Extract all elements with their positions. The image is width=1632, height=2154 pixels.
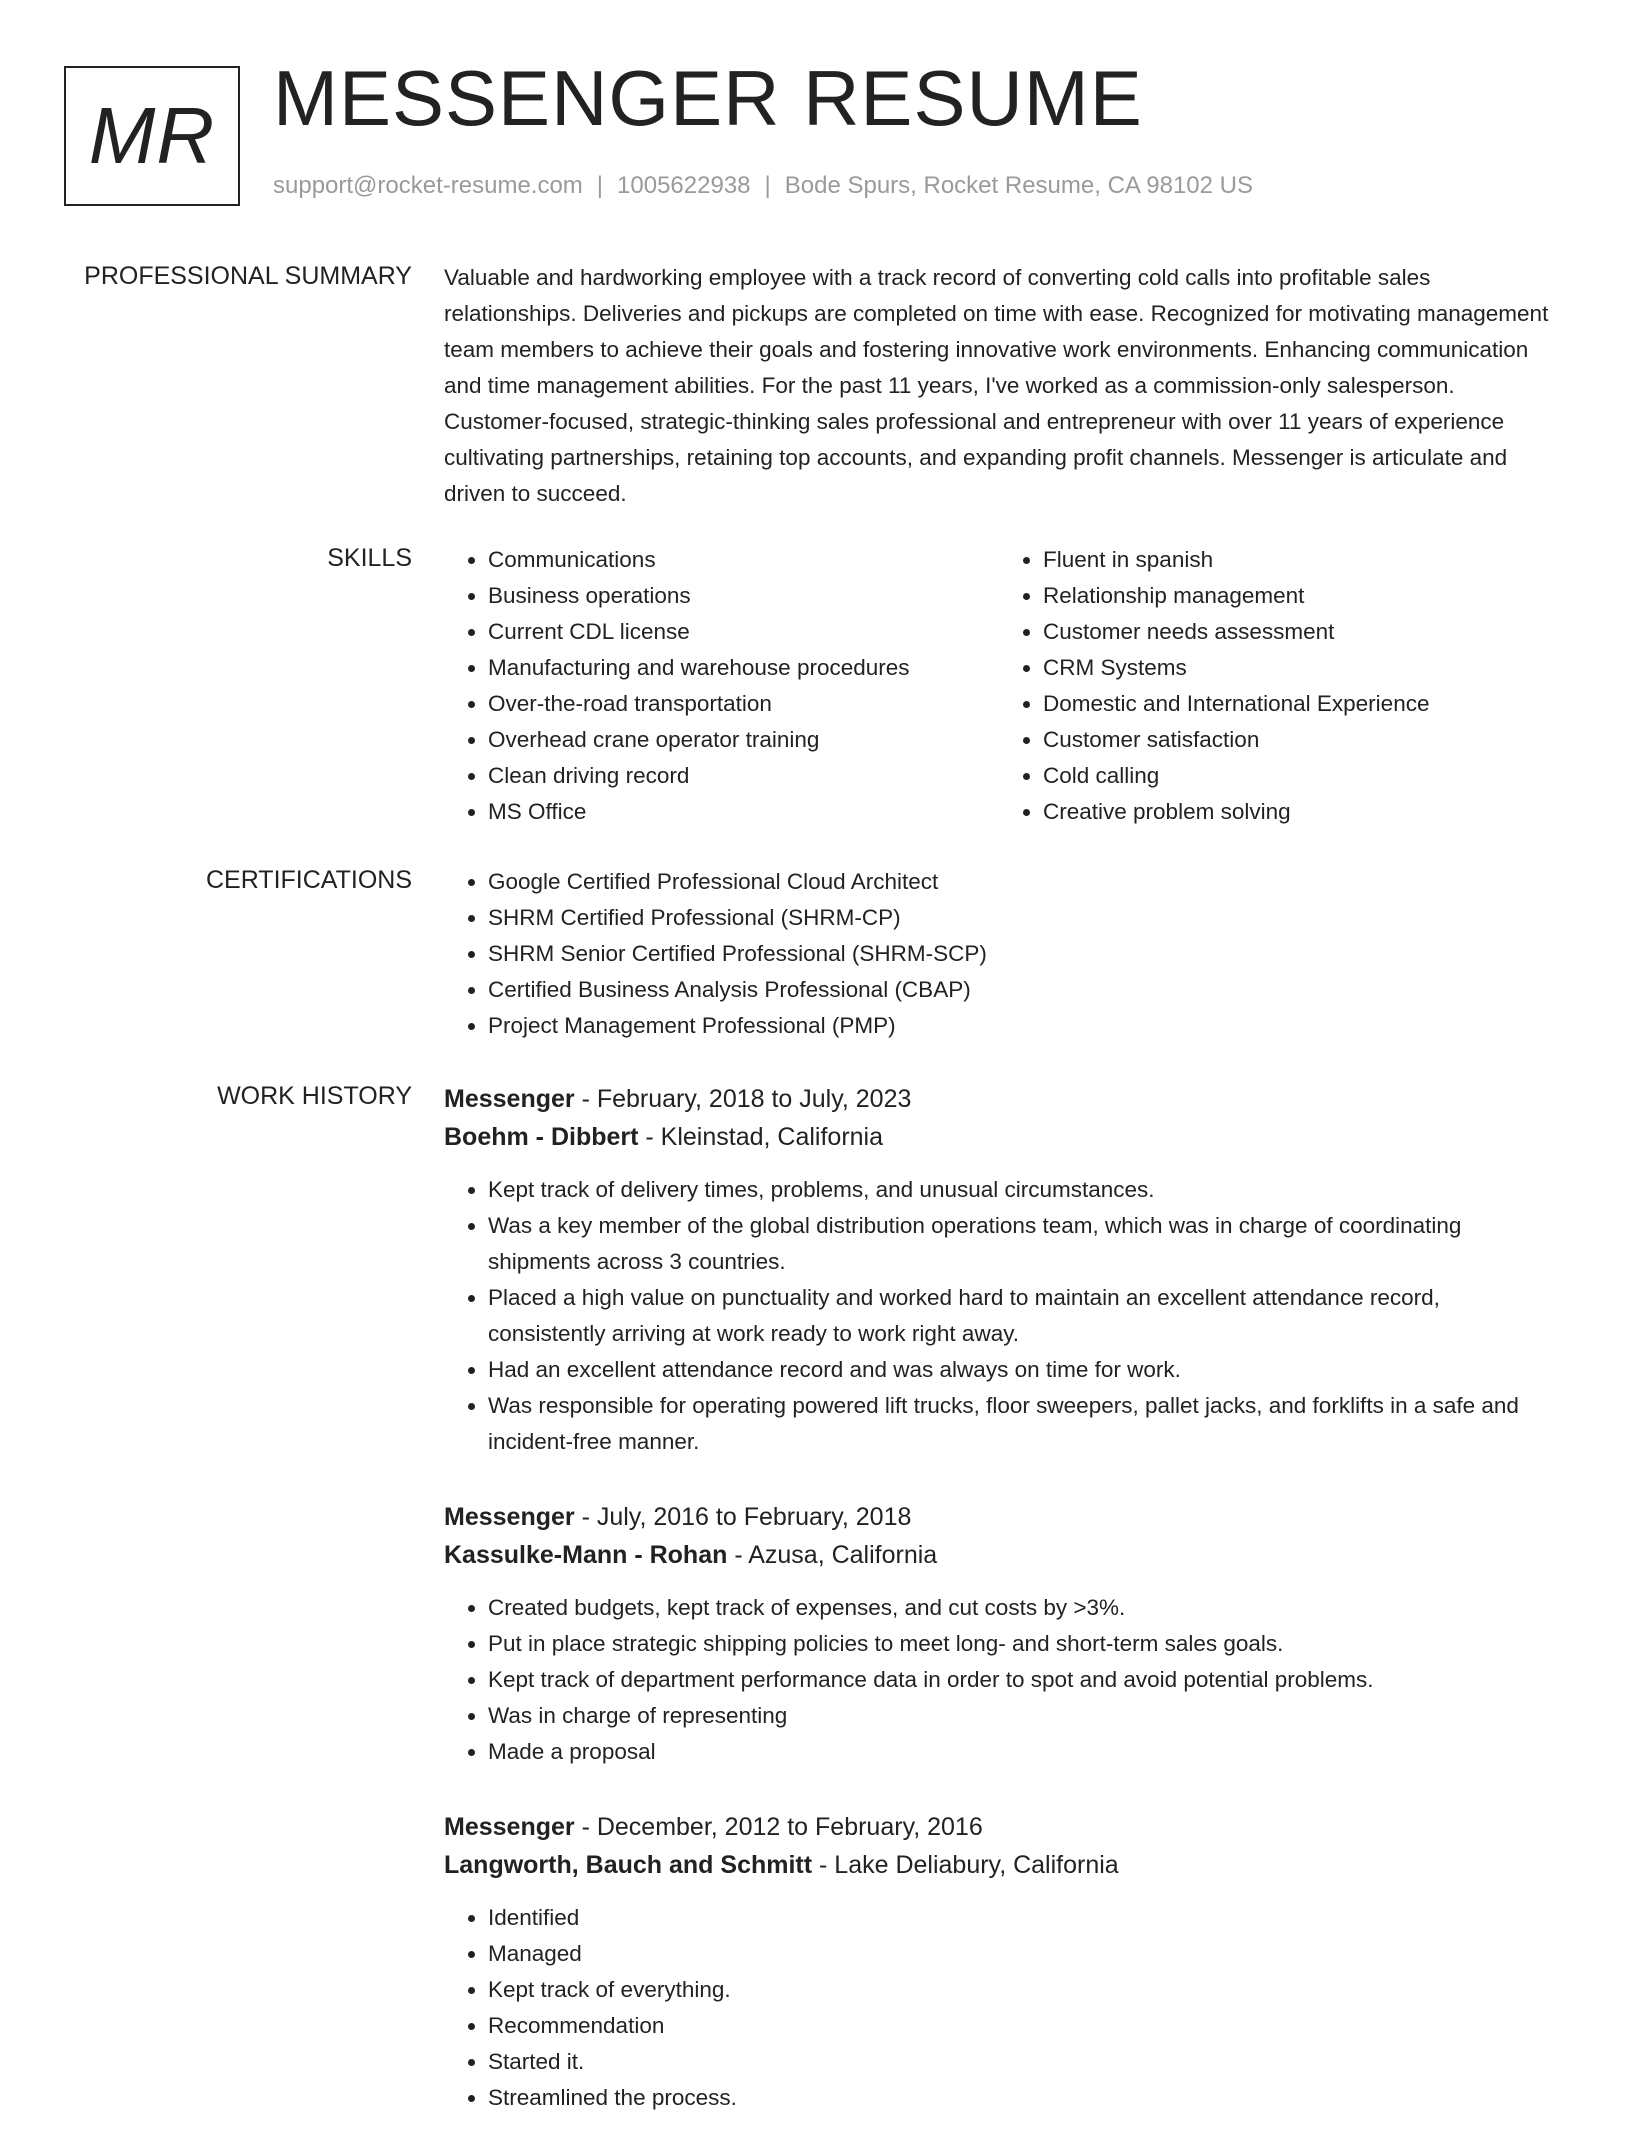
skills-list-left (444, 542, 999, 830)
job-location: - Azusa, California (727, 1541, 938, 1569)
skill-item: • Customer satisfaction (1043, 722, 1554, 758)
summary-heading: PROFESSIONAL SUMMARY (84, 262, 412, 290)
job-bullet: • Kept track of department performance data in order to spot and avoid potential problems. (488, 1662, 1554, 1698)
skill-item: • Communications (488, 542, 999, 578)
job-title: Messenger (444, 1503, 575, 1531)
skill-item: • Overhead crane operator training (488, 722, 999, 758)
job-title: Messenger (444, 1085, 575, 1113)
skill-item: • Domestic and International Experience (1043, 686, 1554, 722)
job-dates: - December, 2012 to February, 2016 (574, 1813, 983, 1841)
skill-item: • MS Office (488, 794, 999, 830)
certification-item: • Project Management Professional (PMP) (488, 1008, 1554, 1044)
certification-item: • Certified Business Analysis Professional (CBAP) (488, 972, 1554, 1008)
contact-phone: 1005622938 (617, 172, 751, 199)
job-title-line (444, 1808, 1554, 1846)
job-title-line (444, 1080, 1554, 1118)
job-dates: - July, 2016 to February, 2018 (574, 1503, 912, 1531)
job-location: - Lake Deliabury, California (812, 1851, 1119, 1879)
job-entry (444, 1808, 1554, 2116)
certifications-heading: CERTIFICATIONS (205, 866, 412, 894)
job-bullet: • Created budgets, kept track of expenses, and cut costs by >3%. (488, 1590, 1554, 1626)
job-location: - Kleinstad, California (638, 1123, 884, 1151)
job-bullet: • Recommendation (488, 2008, 1554, 2044)
job-bullet: • Kept track of everything. (488, 1972, 1554, 2008)
certification-item: • SHRM Senior Certified Professional (SHRM-SCP) (488, 936, 1554, 972)
job-company-line (444, 1846, 1554, 1884)
skill-item: • Fluent in spanish (1043, 542, 1554, 578)
job-bullet: • Made a proposal (488, 1734, 1554, 1770)
skill-item: • Current CDL license (488, 614, 999, 650)
monogram-initials: MR (88, 91, 216, 180)
skill-item: • Cold calling (1043, 758, 1554, 794)
job-company: Langworth, Bauch and Schmitt (444, 1851, 813, 1879)
contact-email: support@rocket-resume.com (273, 172, 583, 199)
monogram-box (64, 66, 240, 206)
skills-list-right (999, 542, 1554, 830)
job-company-line (444, 1536, 1554, 1574)
job-bullet: • Was responsible for operating powered lift trucks, floor sweepers, pallet jacks, and forklifts in a safe and incident-free manner. (488, 1388, 1554, 1460)
certification-item: • Google Certified Professional Cloud Architect (488, 864, 1554, 900)
job-bullet: • Streamlined the process. (488, 2080, 1554, 2116)
job-entry (444, 1498, 1554, 1770)
job-bullet: • Was in charge of representing (488, 1698, 1554, 1734)
contact-address: Bode Spurs, Rocket Resume, CA 98102 US (784, 172, 1253, 199)
certifications-body (444, 864, 1554, 1044)
job-bullet: • Managed (488, 1936, 1554, 1972)
job-bullet: • Placed a high value on punctuality and worked hard to maintain an excellent attendance record, consistently arriving at work ready to work right away. (488, 1280, 1554, 1352)
skills-heading: SKILLS (327, 544, 412, 572)
skill-item: • Creative problem solving (1043, 794, 1554, 830)
job-company: Boehm - Dibbert (444, 1123, 639, 1151)
contact-line (273, 172, 1253, 200)
candidate-name: MESSENGER RESUME (273, 54, 1143, 142)
skill-item: • Manufacturing and warehouse procedures (488, 650, 999, 686)
skill-item: • Over-the-road transportation (488, 686, 999, 722)
job-company-line (444, 1118, 1554, 1156)
job-bullets (444, 1900, 1554, 2116)
skill-item: • Relationship management (1043, 578, 1554, 614)
job-title: Messenger (444, 1813, 575, 1841)
certifications-list (444, 864, 1554, 1044)
contact-separator: | (596, 172, 604, 199)
work-history-body (444, 1080, 1554, 2154)
skill-item: • CRM Systems (1043, 650, 1554, 686)
job-bullet: • Started it. (488, 2044, 1554, 2080)
certification-item: • SHRM Certified Professional (SHRM-CP) (488, 900, 1554, 936)
summary-text: Valuable and hardworking employee with a track record of converting cold calls into profitable sales relationships. Deliveries and pickups are completed on time with ease. Recognized for motivating management team members to achieve their goals and fostering innovative work environments. Enhancing communication and time management abilities. For the past 11 years, I've worked as a commission-only salesperson. Customer-focused, strategic-thinking sales professional and entrepreneur with over 11 years of experience cultivating partnerships, retaining top accounts, and expanding profit channels. Messenger is articulate and driven to succeed. (444, 265, 1549, 506)
job-dates: - February, 2018 to July, 2023 (574, 1085, 912, 1113)
job-entry (444, 1080, 1554, 1460)
job-bullet: • Identified (488, 1900, 1554, 1936)
job-company: Kassulke-Mann - Rohan (444, 1541, 728, 1569)
job-bullet: • Kept track of delivery times, problems, and unusual circumstances. (488, 1172, 1554, 1208)
job-bullets (444, 1590, 1554, 1770)
job-title-line (444, 1498, 1554, 1536)
contact-separator: | (764, 172, 771, 199)
work-history-heading: WORK HISTORY (217, 1082, 412, 1110)
skill-item: • Clean driving record (488, 758, 999, 794)
job-bullet: • Put in place strategic shipping policies to meet long- and short-term sales goals. (488, 1626, 1554, 1662)
job-bullet: • Was a key member of the global distribution operations team, which was in charge of coordinating shipments across 3 countries. (488, 1208, 1554, 1280)
job-bullet: • Had an excellent attendance record and was always on time for work. (488, 1352, 1554, 1388)
job-bullets (444, 1172, 1554, 1460)
skills-columns (444, 542, 1554, 830)
skill-item: • Customer needs assessment (1043, 614, 1554, 650)
skill-item: • Business operations (488, 578, 999, 614)
